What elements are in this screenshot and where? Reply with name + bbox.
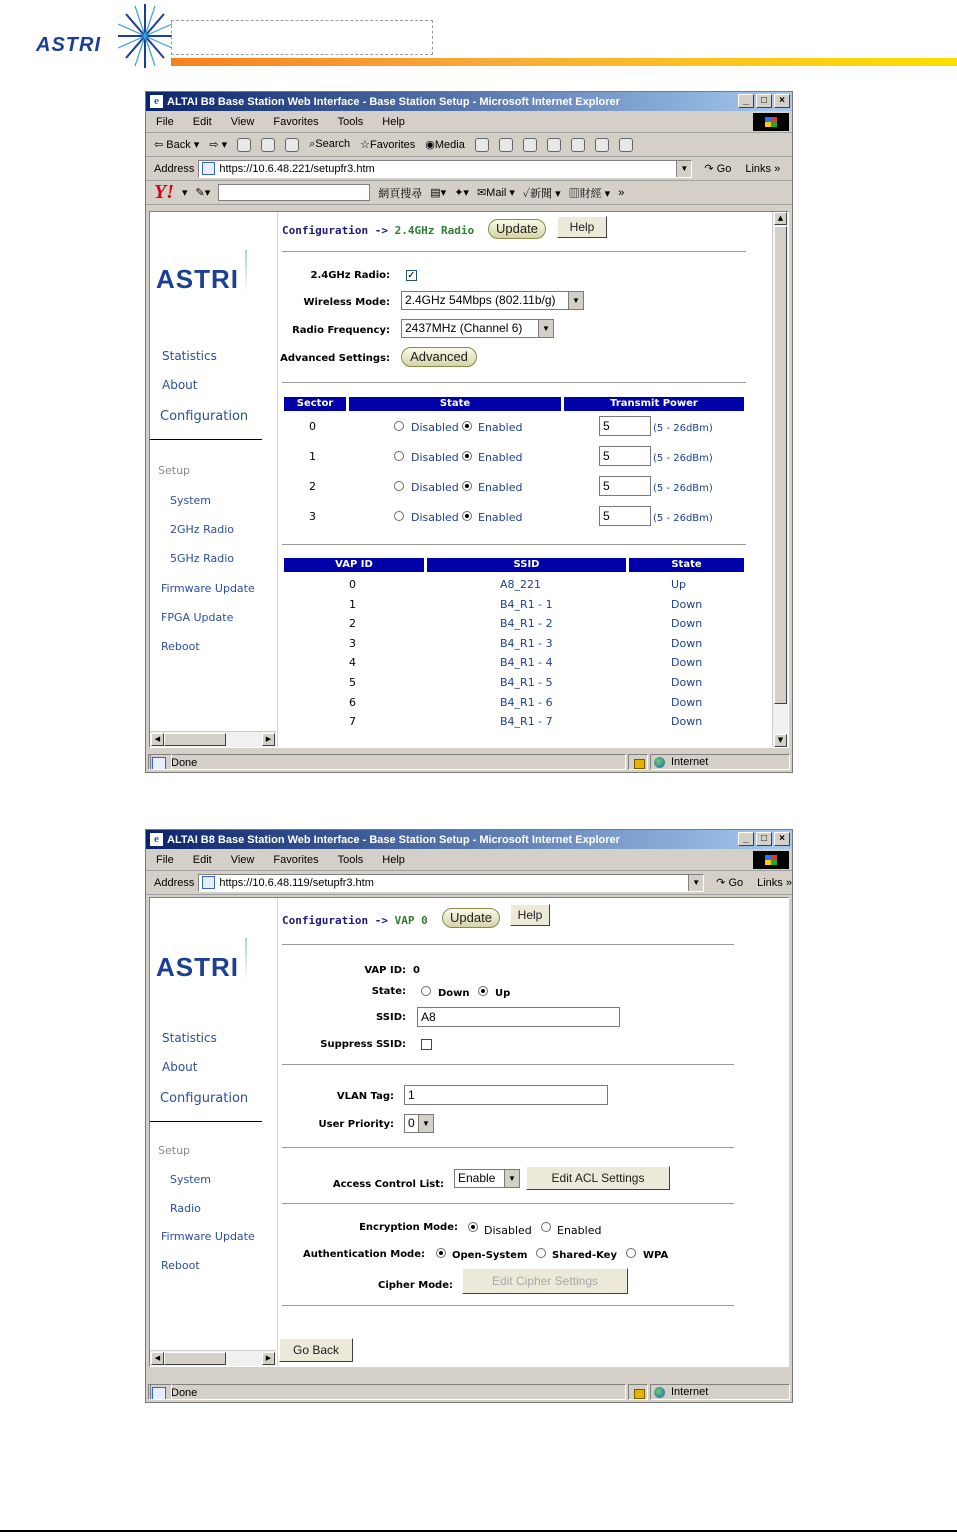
transmit-power-input[interactable]: 5 [599, 506, 651, 526]
sector-enabled-radio[interactable] [462, 421, 472, 431]
sector-disabled-label: Disabled [411, 511, 459, 524]
scroll-right-icon[interactable]: ▶ [262, 733, 275, 746]
state-up-label: Up [495, 988, 511, 999]
close-button[interactable]: × [774, 832, 790, 846]
scroll-thumb[interactable] [164, 1352, 226, 1365]
sector-number: 3 [309, 510, 316, 523]
address-url: https://10.6.48.221/setupfr3.htm [219, 162, 375, 175]
state-header: State [349, 397, 561, 411]
yahoo-logo[interactable]: Y! [154, 181, 174, 203]
divider [282, 1305, 734, 1306]
history-icon[interactable] [475, 138, 489, 152]
nav-firmware-update[interactable]: Firmware Update [161, 582, 255, 595]
user-priority-value: 0 [408, 1116, 415, 1130]
yahoo-web-search-button[interactable]: 網頁搜尋 [378, 187, 423, 200]
menu-view[interactable]: View [230, 853, 255, 866]
links-button[interactable]: Links » [745, 162, 781, 175]
vap-ssid-link[interactable]: B4_R1 - 5 [500, 676, 553, 689]
menu-help[interactable]: Help [382, 115, 405, 128]
menu-edit[interactable]: Edit [192, 115, 212, 128]
vap-id-value: 0 [413, 965, 420, 976]
vap-id-cell: 4 [349, 656, 356, 670]
auth-wpa-radio[interactable] [626, 1248, 636, 1258]
yahoo-menu-icon[interactable]: ▤▾ [430, 187, 447, 199]
transmit-power-input[interactable]: 5 [599, 476, 651, 496]
nav-statistics[interactable]: Statistics [162, 1031, 217, 1045]
status-bar [148, 754, 790, 770]
go-button[interactable]: ↷ Go [716, 877, 744, 889]
window-title: ALTAI B8 Base Station Web Interface - Base Station Setup - Microsoft Internet Explorer [167, 95, 620, 108]
nav-separator [150, 1121, 262, 1122]
wireless-mode-value: 2.4GHz 54Mbps (802.11b/g) [405, 293, 556, 307]
main-panel [278, 898, 788, 1366]
divider [282, 1147, 734, 1148]
ie-window-vap [145, 829, 793, 1403]
windows-flag-icon [753, 851, 789, 869]
status-text: Done [148, 1384, 626, 1400]
vap-id-header: VAP ID [284, 558, 424, 572]
auth-open-system-radio[interactable] [436, 1248, 446, 1258]
wireless-mode-select[interactable] [401, 291, 584, 310]
vap-state-cell: Up [671, 578, 687, 591]
vap-state-cell: Down [671, 715, 703, 729]
nav-astri-logo: ASTRI [156, 264, 239, 294]
update-button[interactable]: Update [442, 908, 500, 928]
vlan-tag-input[interactable]: 1 [404, 1085, 608, 1105]
help-button[interactable]: Help [510, 904, 550, 926]
menu-bar [146, 849, 792, 871]
radio-enable-checkbox[interactable]: ✓ [407, 270, 416, 281]
authentication-mode-label: Authentication Mode: [303, 1249, 425, 1260]
radio-enable-label: 2.4GHz Radio: [310, 270, 390, 281]
divider [282, 944, 734, 945]
encryption-enabled-radio[interactable] [541, 1222, 551, 1232]
sector-disabled-radio[interactable] [394, 421, 404, 431]
radio-frequency-label: Radio Frequency: [292, 325, 390, 336]
vap-state-cell: Down [671, 695, 703, 709]
transmit-power-range: (5 - 26dBm) [653, 483, 713, 494]
menu-file[interactable]: File [156, 853, 174, 866]
status-bar [148, 1384, 790, 1400]
yahoo-news-button[interactable]: ✓新聞 ▾ [522, 187, 561, 200]
sector-disabled-radio[interactable] [394, 481, 404, 491]
encryption-disabled-label: Disabled [484, 1224, 532, 1237]
help-button[interactable]: Help [557, 216, 607, 238]
vap-state-cell: Down [671, 656, 703, 670]
scroll-thumb[interactable] [164, 733, 226, 746]
breadcrumb-current: VAP 0 [394, 914, 428, 927]
menu-tools[interactable]: Tools [337, 115, 364, 128]
internet-zone: Internet [650, 1384, 790, 1400]
footer-rule [0, 1530, 957, 1532]
nav-setup-heading: Setup [158, 1144, 191, 1157]
nav-firmware-update[interactable]: Firmware Update [161, 1230, 255, 1243]
go-button[interactable]: ↷ Go [704, 163, 732, 175]
scroll-right-icon[interactable]: ▶ [262, 1352, 275, 1365]
advanced-button[interactable]: Advanced [401, 347, 477, 367]
acl-value: Enable [458, 1171, 496, 1185]
side-nav [150, 898, 278, 1366]
dropdown-arrow-icon[interactable]: ▼ [418, 1115, 433, 1132]
suppress-ssid-label: Suppress SSID: [320, 1039, 406, 1050]
discuss-icon[interactable] [571, 138, 585, 152]
page-content [149, 211, 789, 748]
research-icon[interactable] [595, 138, 609, 152]
encryption-enabled-label: Enabled [557, 1224, 602, 1237]
nav-system[interactable]: System [170, 1173, 212, 1186]
advanced-settings-label: Advanced Settings: [280, 353, 390, 364]
window-titlebar [146, 92, 792, 111]
sector-number: 1 [309, 450, 316, 463]
yahoo-toolbar [146, 181, 792, 205]
ie-icon: e [150, 95, 163, 108]
vap-state-header: State [629, 558, 744, 572]
update-button[interactable]: Update [488, 219, 546, 239]
nav-statistics[interactable]: Statistics [162, 349, 217, 363]
lock-icon [628, 754, 648, 770]
sector-enabled-radio[interactable] [462, 481, 472, 491]
print-icon[interactable] [523, 138, 537, 152]
header-accent-bar [171, 58, 957, 66]
yahoo-bookmark-icon[interactable]: ✦▾ [454, 187, 469, 199]
menu-bar [146, 111, 792, 133]
page-icon [202, 876, 215, 889]
breadcrumb-prefix[interactable]: Configuration -> [282, 224, 388, 237]
sector-disabled-radio[interactable] [394, 451, 404, 461]
ie-icon: e [150, 833, 163, 846]
breadcrumb [282, 914, 428, 927]
back-button[interactable]: ⇦ Back ▾ [154, 139, 200, 151]
sector-enabled-label: Enabled [478, 481, 523, 494]
refresh-icon[interactable] [261, 138, 275, 152]
sector-disabled-label: Disabled [411, 481, 459, 494]
nav-system[interactable]: System [170, 494, 212, 507]
sector-number: 2 [309, 480, 316, 493]
address-input[interactable] [198, 160, 692, 178]
menu-favorites[interactable]: Favorites [273, 115, 319, 128]
mail-icon[interactable] [499, 138, 513, 152]
nav-about[interactable]: About [162, 1060, 198, 1074]
page-icon [202, 162, 215, 175]
nav-separator [150, 439, 262, 440]
menu-favorites[interactable]: Favorites [273, 853, 319, 866]
vap-ssid-link[interactable]: B4_R1 - 7 [500, 715, 553, 729]
home-icon[interactable] [285, 138, 299, 152]
scroll-thumb[interactable] [774, 226, 787, 704]
dropdown-arrow-icon[interactable]: ▼ [538, 320, 553, 337]
vap-ssid-link[interactable]: B4_R1 - 6 [500, 695, 553, 709]
nav-horizontal-scrollbar[interactable] [150, 731, 276, 747]
minimize-button[interactable]: _ [738, 832, 754, 846]
internet-zone: Internet [650, 754, 790, 770]
vap-state-cell: Down [671, 617, 703, 631]
nav-about[interactable]: About [162, 378, 198, 392]
yahoo-search-input[interactable] [218, 184, 370, 201]
astri-logo [34, 4, 172, 68]
sector-enabled-label: Enabled [478, 511, 523, 524]
encryption-mode-label: Encryption Mode: [359, 1222, 458, 1233]
vlan-tag-label: VLAN Tag: [336, 1091, 394, 1102]
divider [282, 1064, 734, 1065]
nav-reboot[interactable]: Reboot [161, 640, 200, 653]
nav-horizontal-scrollbar[interactable] [150, 1350, 276, 1366]
ssid-input[interactable]: A8 [417, 1007, 620, 1027]
sector-disabled-label: Disabled [411, 451, 459, 464]
address-bar [146, 157, 792, 181]
vap-id-cell: 3 [349, 636, 356, 650]
nav-setup-heading: Setup [158, 464, 191, 477]
vap-id-label: VAP ID: [364, 965, 406, 976]
sector-enabled-label: Enabled [478, 451, 523, 464]
wireless-mode-label: Wireless Mode: [303, 297, 390, 308]
search-button[interactable]: ⌕Search [309, 138, 351, 150]
ssid-label: SSID: [376, 1012, 406, 1023]
vap-id-cell: 5 [349, 676, 356, 689]
address-input[interactable] [198, 874, 704, 892]
edit-cipher-button[interactable]: Edit Cipher Settings [462, 1268, 628, 1294]
window-title: ALTAI B8 Base Station Web Interface - Base Station Setup - Microsoft Internet Explorer [167, 833, 620, 846]
encryption-disabled-radio[interactable] [468, 1222, 478, 1232]
acl-label: Access Control List: [332, 1179, 444, 1190]
windows-flag-icon [753, 113, 789, 131]
cipher-mode-label: Cipher Mode: [378, 1280, 453, 1291]
nav-configuration[interactable]: Configuration [160, 1091, 249, 1106]
vap-ssid-link[interactable]: B4_R1 - 2 [500, 617, 553, 631]
window-titlebar [146, 830, 792, 849]
menu-edit[interactable]: Edit [192, 853, 212, 866]
vap-ssid-link[interactable]: B4_R1 - 4 [500, 656, 553, 670]
yahoo-more-icon[interactable]: » [618, 186, 625, 199]
address-bar [146, 871, 792, 895]
nav-configuration[interactable]: Configuration [160, 409, 249, 424]
forward-button[interactable]: ⇨ ▾ [209, 139, 228, 151]
links-button[interactable]: Links » [757, 876, 792, 889]
vap-ssid-link[interactable]: B4_R1 - 1 [500, 597, 553, 611]
transmit-power-header: Transmit Power [564, 397, 744, 411]
main-panel [278, 212, 772, 747]
transmit-power-range: (5 - 26dBm) [653, 513, 713, 524]
nav-fpga-update[interactable]: FPGA Update [161, 611, 234, 624]
address-url: https://10.6.48.119/setupfr3.htm [219, 876, 374, 889]
close-button[interactable]: × [774, 94, 790, 108]
radio-frequency-value: 2437MHz (Channel 6) [405, 321, 523, 335]
divider [282, 1203, 734, 1204]
sector-disabled-radio[interactable] [394, 511, 404, 521]
auth-shared-key-radio[interactable] [536, 1248, 546, 1258]
header-placeholder-box [171, 20, 433, 55]
vap-id-cell: 6 [349, 695, 356, 709]
transmit-power-range: (5 - 26dBm) [653, 453, 713, 464]
menu-help[interactable]: Help [382, 853, 405, 866]
auth-shared-key-label: Shared-Key [552, 1250, 617, 1261]
transmit-power-input[interactable]: 5 [599, 446, 651, 466]
edit-acl-button[interactable]: Edit ACL Settings [526, 1166, 670, 1190]
standard-toolbar [146, 133, 792, 157]
ie-window-radio [145, 91, 793, 773]
scroll-left-icon[interactable]: ◀ [151, 1352, 164, 1365]
dropdown-arrow-icon[interactable]: ▼ [504, 1170, 519, 1187]
divider [282, 382, 746, 383]
scroll-down-icon[interactable]: ▼ [774, 734, 787, 747]
edit-icon[interactable] [547, 138, 561, 152]
nav-2ghz-radio[interactable]: 2GHz Radio [170, 523, 234, 536]
menu-file[interactable]: File [156, 115, 174, 128]
transmit-power-input[interactable]: 5 [599, 416, 651, 436]
lock-icon [628, 1384, 648, 1400]
suppress-ssid-checkbox[interactable] [421, 1039, 432, 1050]
acl-select[interactable] [454, 1169, 520, 1188]
sector-number: 0 [309, 420, 316, 433]
menu-tools[interactable]: Tools [337, 853, 364, 866]
vap-state-cell: Down [671, 676, 703, 689]
vap-state-cell: Down [671, 636, 703, 650]
stop-icon[interactable] [237, 138, 251, 152]
state-down-label: Down [438, 988, 470, 999]
scroll-left-icon[interactable]: ◀ [151, 733, 164, 746]
star-burst-icon [118, 4, 172, 68]
vap-state-cell: Down [671, 597, 703, 611]
sector-enabled-radio[interactable] [462, 451, 472, 461]
menu-view[interactable]: View [230, 115, 255, 128]
astri-logo-text: ASTRI [36, 34, 101, 56]
maximize-button[interactable]: □ [756, 832, 772, 846]
sector-disabled-label: Disabled [411, 421, 459, 434]
radio-frequency-select[interactable] [401, 319, 554, 338]
address-label: Address [154, 876, 195, 889]
pencil-icon[interactable]: ✎▾ [195, 187, 211, 199]
status-cell [150, 754, 172, 770]
divider [282, 544, 746, 545]
minimize-button[interactable]: _ [738, 94, 754, 108]
breadcrumb-current: 2.4GHz Radio [394, 224, 475, 237]
media-button[interactable]: ◉Media [425, 139, 465, 151]
user-priority-label: User Priority: [318, 1119, 394, 1130]
user-priority-select[interactable] [404, 1114, 434, 1133]
divider [282, 251, 746, 252]
go-back-button[interactable]: Go Back [279, 1338, 353, 1362]
maximize-button[interactable]: □ [756, 94, 772, 108]
state-label: State: [371, 986, 406, 997]
nav-radio[interactable]: Radio [170, 1202, 201, 1215]
yahoo-finance-button[interactable]: ▥財經 ▾ [568, 187, 611, 200]
address-label: Address [154, 162, 195, 175]
nav-5ghz-radio[interactable]: 5GHz Radio [170, 552, 234, 565]
nav-reboot[interactable]: Reboot [161, 1259, 200, 1272]
vertical-scrollbar[interactable] [772, 212, 788, 747]
sector-enabled-label: Enabled [478, 421, 523, 434]
breadcrumb [282, 224, 474, 237]
yahoo-dropdown[interactable]: ▾ [182, 187, 188, 199]
scroll-up-icon[interactable]: ▲ [774, 212, 787, 225]
yahoo-mail-button[interactable]: ✉Mail ▾ [476, 187, 515, 199]
state-down-radio[interactable] [421, 986, 431, 996]
address-dropdown-icon[interactable]: ▼ [676, 161, 691, 177]
favorites-button[interactable]: ☆Favorites [360, 139, 416, 151]
auth-open-system-label: Open-System [452, 1250, 528, 1261]
vap-id-cell: 0 [349, 578, 356, 591]
vap-ssid-link[interactable]: A8_221 [500, 578, 542, 591]
auth-wpa-label: WPA [643, 1250, 669, 1261]
sector-enabled-radio[interactable] [462, 511, 472, 521]
state-up-radio[interactable] [478, 986, 488, 996]
transmit-power-range: (5 - 26dBm) [653, 423, 713, 434]
messenger-icon[interactable] [619, 138, 633, 152]
side-nav [150, 212, 278, 747]
nav-astri-logo: ASTRI [156, 952, 239, 982]
breadcrumb-prefix[interactable]: Configuration -> [282, 914, 388, 927]
ssid-header: SSID [427, 558, 626, 572]
page-content [149, 897, 789, 1367]
status-text: Done [148, 754, 626, 770]
dropdown-arrow-icon[interactable]: ▼ [568, 292, 583, 309]
status-cell [150, 1384, 172, 1400]
vap-ssid-link[interactable]: B4_R1 - 3 [500, 636, 553, 650]
address-dropdown-icon[interactable]: ▼ [688, 875, 703, 891]
vap-id-cell: 2 [349, 617, 356, 631]
vap-id-cell: 7 [349, 715, 356, 729]
sector-header: Sector [284, 397, 346, 411]
vap-id-cell: 1 [349, 597, 356, 611]
